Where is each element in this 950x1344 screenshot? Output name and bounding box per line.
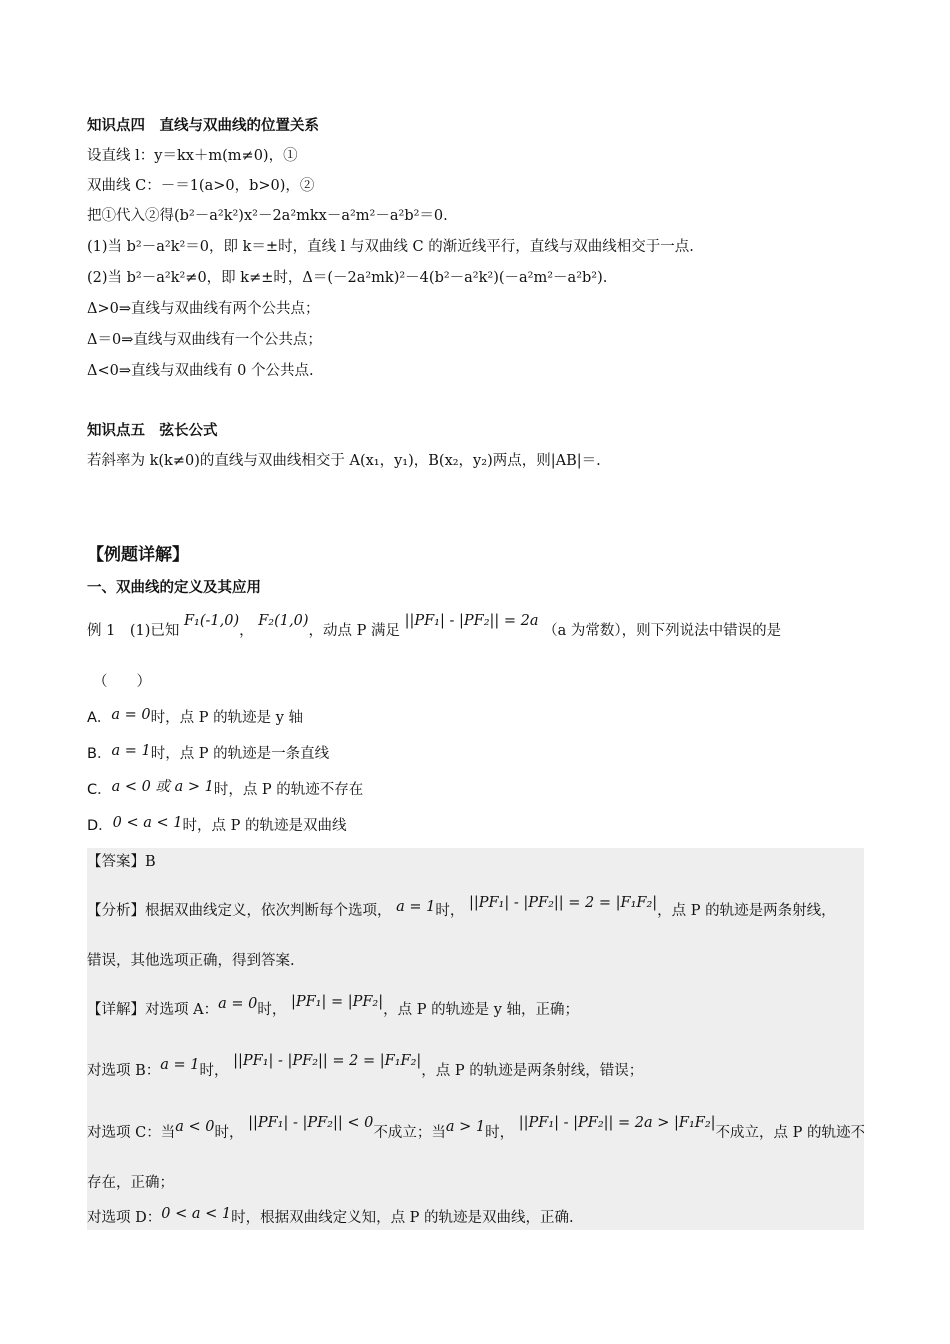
detail-a-math-2: |PF₁| = |PF₂| [290,994,384,1010]
detail-a-text-3: ，点 P 的轨迹是 y 轴，正确； [383,1002,580,1018]
option-a [87,708,303,728]
k4-line-8: Δ<0⇒直线与双曲线有 0 个公共点. [87,363,314,379]
detail-c-math-1: a < 0 [175,1119,215,1135]
f1-formula: F₁(-1,0) [183,613,240,629]
analysis-text-c: ，点 P 的轨迹是两条射线， [657,903,836,919]
analysis-text-b: 时， [435,903,465,919]
condition-formula: ||PF₁| - |PF₂|| = 2a [404,613,539,629]
detail-b-math-1: a = 1 [160,1057,200,1073]
detail-a-text-1: 【详解】对选项 A： [87,1002,219,1018]
k4-line-3: 把①代入②得(b²－a²k²)x²－2a²mkx－a²m²－a²b²＝0. [87,208,448,224]
option-b-math: a = 1 [111,743,151,759]
knowledge-point-4-heading: 知识点四 直线与双曲线的位置关系 [87,117,319,134]
option-d-text: 时，点 P 的轨迹是双曲线 [182,818,347,834]
k4-line-1: 设直线 l：y＝kx＋m(m≠0)，① [87,148,298,164]
detail-c-math-3: a > 1 [445,1119,486,1135]
k4-line-4: (1)当 b²－a²k²＝0，即 k＝±时，直线 l 与双曲线 C 的渐近线平行，直线与双曲线相交于一点. [87,239,694,255]
detail-c-text-5: 不成立，点 P 的轨迹不 [715,1125,866,1141]
k4-line-2: 双曲线 C：－＝1(a>0，b>0)，② [87,178,315,194]
k4-line-6: Δ>0⇒直线与双曲线有两个公共点； [87,301,320,317]
detail-a-math-1: a = 0 [218,996,258,1012]
option-b-label: B． [87,746,112,762]
detail-c-text-1: 对选项 C：当 [87,1125,176,1141]
example-1-question [87,613,782,641]
detail-c-text-3: 不成立；当 [373,1125,446,1141]
option-c-math: a < 0 或 a > 1 [111,779,214,795]
option-d-math: 0 < a < 1 [112,815,183,831]
question-comma: ， [239,623,254,639]
option-b-text: 时，点 P 的轨迹是一条直线 [150,746,330,762]
detail-c-text-4: 时， [485,1125,515,1141]
k4-line-5: (2)当 b²－a²k²≠0，即 k≠±时，Δ＝(－2a²mk)²－4(b²－a²k²)(－a²m²－a²b²). [87,270,608,286]
section-heading: 一、双曲线的定义及其应用 [87,579,261,596]
answer-line: 【答案】B [87,854,156,870]
k4-line-7: Δ＝0⇒直线与双曲线有一个公共点； [87,332,322,348]
question-prefix: 例 1 (1)已知 [87,623,180,639]
answer-parentheses: （ ） [93,674,151,690]
question-mid: ，动点 P 满足 [308,623,400,639]
f2-formula: F₂(1,0) [258,613,309,629]
option-a-label: A． [87,710,112,726]
examples-title: 【例题详解】 [87,545,189,565]
detail-c-math-2: ||PF₁| - |PF₂|| < 0 [248,1115,374,1131]
detail-c-text-2: 时， [214,1125,244,1141]
detail-d-text-2: 时，根据双曲线定义知，点 P 的轨迹是双曲线，正确. [231,1210,574,1226]
analysis-line-2: 错误，其他选项正确，得到答案. [87,953,295,969]
option-c [87,780,363,800]
question-suffix: （a 为常数），则下列说法中错误的是 [543,623,782,639]
option-a-text: 时，点 P 的轨迹是 y 轴 [150,710,304,726]
detail-a-text-2: 时， [257,1002,287,1018]
option-b [87,744,329,764]
detail-d-text-1: 对选项 D： [87,1210,162,1226]
analysis-math-b: ||PF₁| - |PF₂|| = 2 = |F₁F₂| [468,895,658,911]
analysis-line-1 [87,895,836,921]
option-c-text: 时，点 P 的轨迹不存在 [213,782,364,798]
detail-a [87,994,580,1020]
option-d-label: D． [87,818,113,834]
detail-d-math-1: 0 < a < 1 [161,1206,232,1222]
detail-b [87,1053,644,1081]
k5-line: 若斜率为 k(k≠0)的直线与双曲线相交于 A(x₁，y₁)，B(x₂，y₂)两点，则|AB|＝. [87,453,601,469]
option-a-math: a = 0 [111,707,151,723]
detail-b-text-3: ，点 P 的轨迹是两条射线，错误； [421,1063,644,1079]
detail-b-text-1: 对选项 B： [87,1063,161,1079]
detail-c-math-4: ||PF₁| - |PF₂|| = 2a > |F₁F₂| [518,1115,716,1131]
detail-b-text-2: 时， [199,1063,229,1079]
detail-d [87,1208,574,1228]
detail-c-cont: 存在，正确； [87,1175,174,1191]
analysis-math-a: a = 1 [396,899,436,915]
detail-c [87,1115,866,1143]
detail-b-math-2: ||PF₁| - |PF₂|| = 2 = |F₁F₂| [233,1053,422,1069]
knowledge-point-5-heading: 知识点五 弦长公式 [87,422,218,439]
analysis-text-a: 【分析】根据双曲线定义，依次判断每个选项， [87,903,392,919]
option-c-label: C． [87,782,112,798]
option-d [87,816,347,836]
